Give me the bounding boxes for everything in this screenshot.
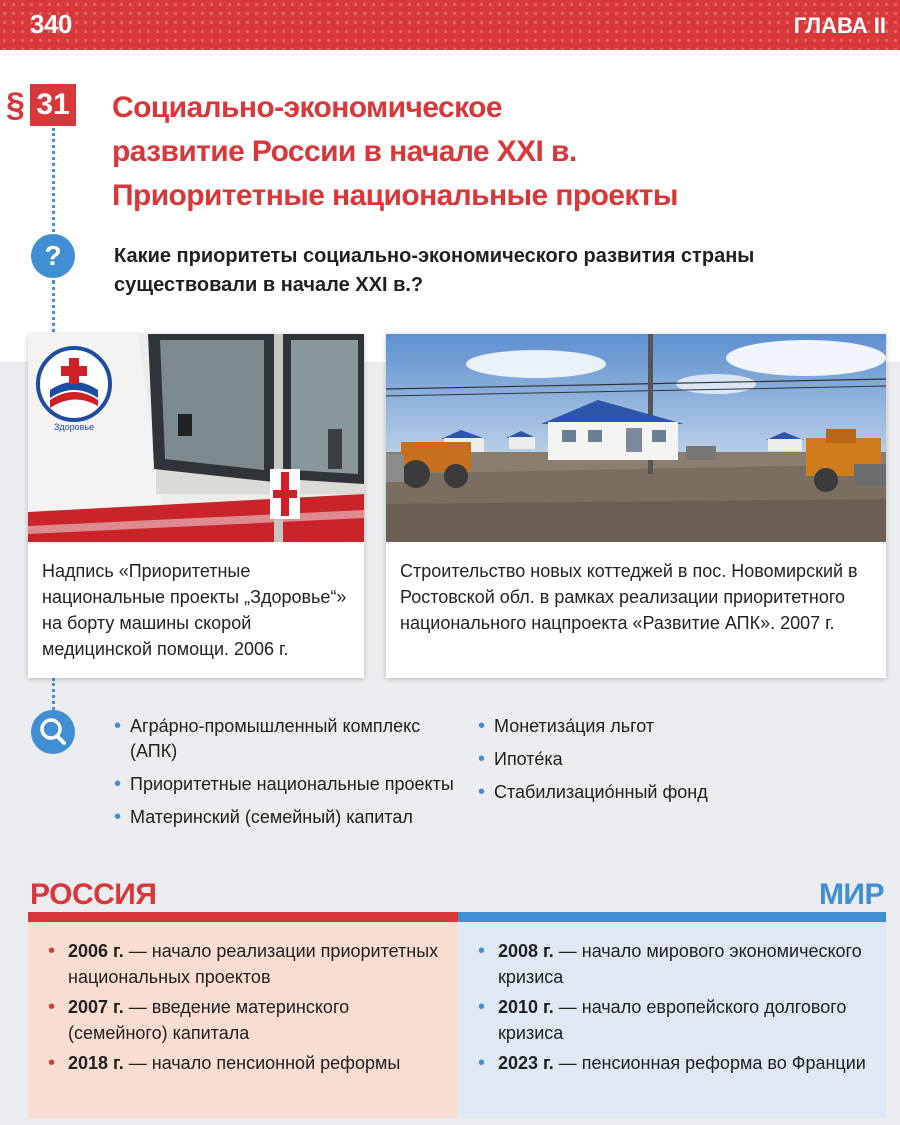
russia-heading: РОССИЯ <box>30 878 157 911</box>
timeline-event <box>46 938 441 990</box>
event-year: 2006 г. <box>68 941 124 961</box>
timeline-event <box>476 994 871 1046</box>
key-term: • Ипоте́ка <box>478 747 838 772</box>
key-question: Какие приоритеты социально-экономического развития страны существовали в начале XXI в.? <box>114 245 755 296</box>
lesson-title <box>112 86 872 218</box>
world-heading: МИР <box>818 878 884 911</box>
lesson-title-line: Социально-экономическое <box>112 91 502 124</box>
key-term: • Приоритетные национальные проекты <box>114 772 454 797</box>
dotted-guide <box>52 128 55 232</box>
key-term: • Материнский (семейный) капитал <box>114 805 454 830</box>
chapter-label: ГЛАВА II <box>793 13 886 38</box>
world-events-list <box>476 938 871 1080</box>
section-number: 31 <box>30 84 76 126</box>
event-text: — начало реализации приоритетных национальных проектов <box>68 941 439 987</box>
photo-card-ambulance <box>28 334 364 678</box>
dotted-guide <box>52 678 55 710</box>
ambulance-logo-text: Здоровье <box>53 422 95 432</box>
timeline-event <box>46 994 441 1046</box>
key-terms-list <box>114 714 454 838</box>
event-text: — пенсионная реформа во Франции <box>553 1053 866 1073</box>
timeline-event <box>476 938 871 990</box>
event-year: 2007 г. <box>68 997 124 1017</box>
photo-caption: Строительство новых коттеджей в пос. Новомирский в Ростовской обл. в рамках реализации приоритетного национального нацпроекта «Развитие АПК». 2007 г. <box>400 561 858 633</box>
dotted-guide <box>52 280 55 340</box>
russia-events-panel <box>28 922 458 1118</box>
photo-caption: Надпись «Приоритетные национальные проекты „Здоровье“» на борту машины скорой медицинской помощи. 2006 г. <box>42 561 347 659</box>
russia-events-list <box>46 938 441 1080</box>
event-text: — начало мирового экономического кризиса <box>498 941 862 987</box>
event-year: 2010 г. <box>498 997 554 1017</box>
lesson-title-line: Приоритетные национальные проекты <box>112 179 678 212</box>
construction-photo <box>386 334 886 542</box>
lesson-title-line: развитие России в начале XXI в. <box>112 135 577 168</box>
ambulance-photo <box>28 334 364 542</box>
world-strip <box>458 912 886 922</box>
event-text: — начало европейского долгового кризиса <box>498 997 847 1043</box>
timeline-event <box>46 1050 441 1076</box>
russia-strip <box>28 912 458 922</box>
page-number: 340 <box>30 9 72 39</box>
event-text: — введение материнского (семейного) капитала <box>68 997 350 1043</box>
section-sign: § <box>6 86 25 124</box>
photo-card-construction <box>386 334 886 678</box>
event-year: 2023 г. <box>498 1053 554 1073</box>
key-term: • Монетиза́ция льгот <box>478 714 838 739</box>
event-text: — начало пенсионной реформы <box>123 1053 401 1073</box>
page-header <box>0 0 900 50</box>
magnifier-icon <box>31 710 75 754</box>
key-term: • Агра́рно-промышленный комплекс (АПК) <box>114 714 454 764</box>
world-events-panel <box>458 922 886 1118</box>
key-terms-list <box>478 714 838 813</box>
timeline-event <box>476 1050 871 1076</box>
question-icon: ? <box>31 234 75 278</box>
key-term: • Стабилизацио́нный фонд <box>478 780 838 805</box>
event-year: 2018 г. <box>68 1053 124 1073</box>
event-year: 2008 г. <box>498 941 554 961</box>
